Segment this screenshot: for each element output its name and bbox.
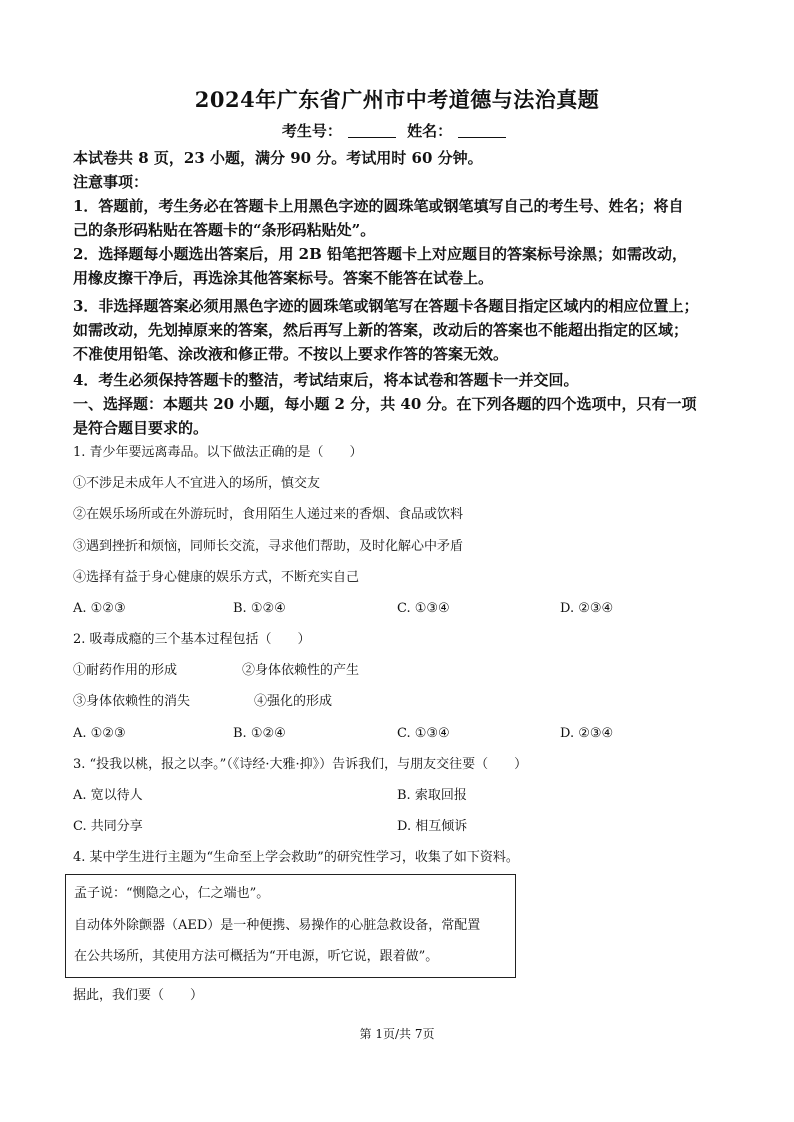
section-1-heading-line-2: 是符合题目要求的。 [73,419,209,437]
page-footer: 第 1页/共 7页 [359,1027,435,1041]
name-label: 姓名： [407,122,453,140]
name-blank [458,123,506,138]
q4-material-box [65,874,516,978]
q4-prompt: 据此，我们要（ ） [73,988,204,1003]
q3-option-a: A. 宽以待人 [73,788,143,803]
exam-no-label: 考生号： [281,122,342,140]
q1-option-a: A. ①②③ [73,601,126,616]
q2-item-1: ①耐药作用的形成 [73,663,178,678]
note-2-line-2: 用橡皮擦干净后，再选涂其他答案标号。答案不能答在试卷上。 [73,269,494,287]
exam-no-blank [348,123,396,138]
q4-material-line-2: 自动体外除颤器（AED）是一种便携、易操作的心脏急救设备，常配置 [74,918,481,933]
q4-stem: 4. 某中学生进行主题为“生命至上学会救助”的研究性学习，收集了如下资料。 [73,850,519,865]
student-info-line [0,120,794,141]
note-3-line-1: 3．非选择题答案必须用黑色字迹的圆珠笔或钢笔写在答题卡各题目指定区域内的相应位置上； [73,297,699,315]
q4-material-line-1: 孟子说：“恻隐之心，仁之端也”。 [74,886,270,901]
q3-option-c: C. 共同分享 [73,819,143,834]
q1-item-2: ②在娱乐场所或在外游玩时，食用陌生人递过来的香烟、食品或饮料 [73,507,464,522]
q4-material-line-3: 在公共场所，其使用方法可概括为“开电源，听它说，跟着做”。 [74,949,439,964]
q1-option-b: B. ①②④ [233,601,286,616]
q2-option-d: D. ②③④ [560,726,614,741]
q1-item-3: ③遇到挫折和烦恼，同师长交流，寻求他们帮助，及时化解心中矛盾 [73,539,464,554]
note-3-line-3: 不准使用铅笔、涂改液和修正带。不按以上要求作答的答案无效。 [73,345,509,363]
q3-stem: 3. “投我以桃，报之以李。”（《诗经·大雅·抑》）告诉我们，与朋友交往要（ ） [73,757,528,772]
section-1-heading-line-1: 一、选择题：本题共 20 小题，每小题 2 分，共 40 分。在下列各题的四个选项中，只有一项 [73,395,697,413]
notes-title: 注意事项： [73,173,149,191]
q2-item-2: ②身体依赖性的产生 [242,663,360,678]
note-4-line-1: 4．考生必须保持答题卡的整洁，考试结束后，将本试卷和答题卡一并交回。 [73,371,579,389]
q2-option-c: C. ①③④ [397,726,450,741]
note-1-line-1: 1．答题前，考生务必在答题卡上用黑色字迹的圆珠笔或钢笔填写自己的考生号、姓名；将自 [73,197,684,215]
q1-item-4: ④选择有益于身心健康的娱乐方式，不断充实自己 [73,570,360,585]
page-title: 2024年广东省广州市中考道德与法治真题 [194,87,600,112]
exam-intro: 本试卷共 8 页，23 小题，满分 90 分。考试用时 60 分钟。 [73,149,483,167]
q1-item-1: ①不涉足未成年人不宜进入的场所，慎交友 [73,476,321,491]
q2-stem: 2. 吸毒成瘾的三个基本过程包括（ ） [73,632,311,647]
note-2-line-1: 2．选择题每小题选出答案后，用 2B 铅笔把答题卡上对应题目的答案标号涂黑；如需改动， [73,245,688,263]
q3-option-d: D. 相互倾诉 [397,819,468,834]
note-3-line-2: 如需改动，先划掉原来的答案，然后再写上新的答案，改动后的答案也不能超出指定的区域； [73,321,689,339]
q2-item-4: ④强化的形成 [254,694,333,709]
q3-option-b: B. 索取回报 [397,788,467,803]
q1-option-d: D. ②③④ [560,601,614,616]
q2-option-b: B. ①②④ [233,726,286,741]
note-1-line-2: 己的条形码粘贴在答题卡的“条形码粘贴处”。 [73,221,376,239]
q2-option-a: A. ①②③ [73,726,126,741]
q1-option-c: C. ①③④ [397,601,450,616]
q2-item-3: ③身体依赖性的消失 [73,694,191,709]
q1-stem: 1. 青少年要远离毒品。以下做法正确的是（ ） [73,445,363,460]
